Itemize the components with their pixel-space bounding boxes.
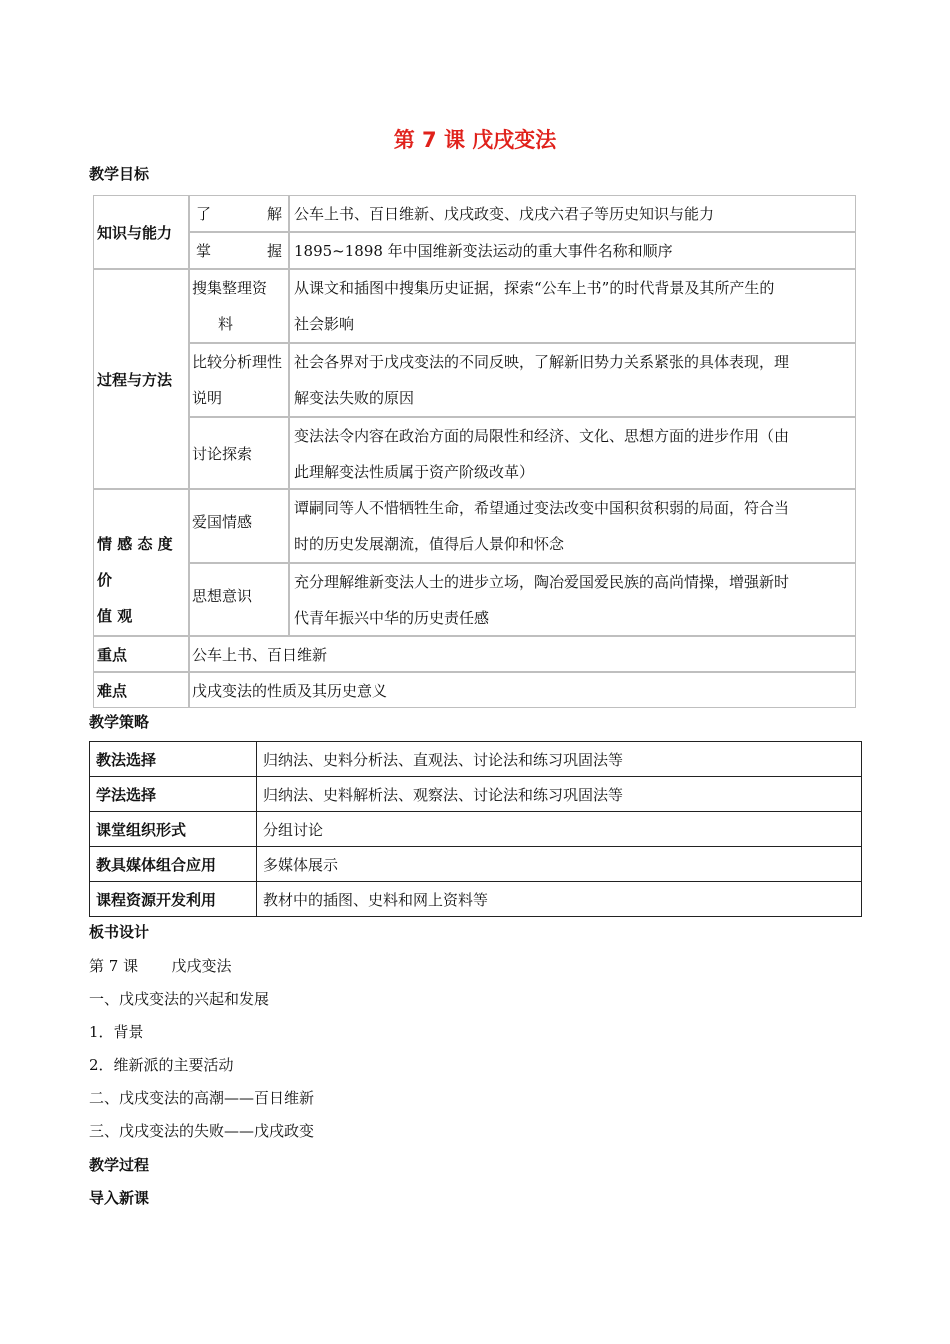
text-line: 从课文和插图中搜集历史证据，探索“公车上书”的时代背景及其所产生的	[294, 279, 775, 297]
label-line: 值 观	[97, 607, 133, 625]
process-sub-compare	[189, 343, 289, 417]
key-point-label: 重点	[93, 636, 189, 672]
knowledge-sub-understand	[189, 195, 289, 232]
table-row	[90, 812, 862, 847]
emotion-label	[93, 489, 189, 636]
strategy-label: 教具媒体组合应用	[90, 847, 257, 882]
process-sub-collect	[189, 269, 289, 343]
strategy-text: 教材中的插图、史料和网上资料等	[257, 882, 862, 917]
process-label: 过程与方法	[93, 269, 189, 489]
strategy-table	[89, 741, 862, 917]
table-row	[90, 847, 862, 882]
strategy-label: 课堂组织形式	[90, 812, 257, 847]
table-row	[90, 742, 862, 777]
sub-char: 掌	[196, 242, 212, 260]
knowledge-text-master: 1895~1898 年中国维新变法运动的重大事件名称和顺序	[289, 232, 856, 269]
board-line: 二、戊戌变法的高潮——百日维新	[89, 1089, 315, 1107]
process-heading: 教学过程	[89, 1156, 150, 1174]
strategy-text: 分组讨论	[257, 812, 862, 847]
emotion-text-patriotic	[289, 489, 856, 563]
label-line: 情 感 态 度 价	[97, 535, 173, 589]
strategy-text: 多媒体展示	[257, 847, 862, 882]
intro-heading: 导入新课	[89, 1189, 150, 1207]
key-point-text: 公车上书、百日维新	[189, 636, 856, 672]
strategy-text: 归纳法、史料解析法、观察法、讨论法和练习巩固法等	[257, 777, 862, 812]
process-text-discuss	[289, 417, 856, 489]
knowledge-text-understand: 公车上书、百日维新、戊戌政变、戊戌六君子等历史知识与能力	[289, 195, 856, 232]
board-line: 第 7 课 戊戌变法	[89, 957, 232, 975]
difficult-point-label: 难点	[93, 672, 189, 708]
sub-line: 比较分析理性	[192, 353, 283, 371]
process-text-compare	[289, 343, 856, 417]
sub-line: 说明	[192, 389, 223, 407]
board-line: 1．背景	[89, 1023, 144, 1041]
process-text-collect	[289, 269, 856, 343]
text-line: 解变法失败的原因	[294, 389, 415, 407]
emotion-sub-patriotic: 爱国情感	[189, 489, 289, 563]
board-line: 一、戊戌变法的兴起和发展	[89, 990, 270, 1008]
board-line: 三、戊戌变法的失败——戊戌政变	[89, 1122, 315, 1140]
sub-char: 握	[266, 242, 282, 260]
strategy-text: 归纳法、史料分析法、直观法、讨论法和练习巩固法等	[257, 742, 862, 777]
page-title: 第 7 课 戊戌变法	[393, 128, 557, 152]
text-line: 代青年振兴中华的历史责任感	[294, 609, 490, 627]
sub-char: 解	[266, 205, 282, 223]
text-line: 此理解变法性质属于资产阶级改革）	[294, 463, 535, 481]
objectives-heading: 教学目标	[89, 165, 150, 183]
process-sub-discuss: 讨论探索	[189, 417, 289, 489]
board-line: 2．维新派的主要活动	[89, 1056, 234, 1074]
strategy-label: 教法选择	[90, 742, 257, 777]
text-line: 社会各界对于戊戌变法的不同反映，了解新旧势力关系紧张的具体表现，理	[294, 353, 790, 371]
knowledge-sub-master	[189, 232, 289, 269]
text-line: 充分理解维新变法人士的进步立场，陶冶爱国爱民族的高尚情操，增强新时	[294, 573, 790, 591]
text-line: 社会影响	[294, 315, 355, 333]
sub-line: 搜集整理资	[192, 279, 268, 297]
table-row	[90, 882, 862, 917]
board-heading: 板书设计	[89, 923, 150, 941]
emotion-text-ideology	[289, 563, 856, 636]
strategy-label: 学法选择	[90, 777, 257, 812]
table-row	[90, 777, 862, 812]
strategy-label: 课程资源开发利用	[90, 882, 257, 917]
text-line: 谭嗣同等人不惜牺牲生命，希望通过变法改变中国积贫积弱的局面，符合当	[294, 499, 790, 517]
knowledge-label: 知识与能力	[93, 195, 189, 269]
text-line: 变法法令内容在政治方面的局限性和经济、文化、思想方面的进步作用（由	[294, 427, 790, 445]
text-line: 时的历史发展潮流，值得后人景仰和怀念	[294, 535, 565, 553]
strategy-heading: 教学策略	[89, 713, 150, 731]
sub-line: 料	[218, 315, 234, 333]
emotion-sub-ideology: 思想意识	[189, 563, 289, 636]
sub-char: 了	[196, 205, 212, 223]
difficult-point-text: 戊戌变法的性质及其历史意义	[189, 672, 856, 708]
